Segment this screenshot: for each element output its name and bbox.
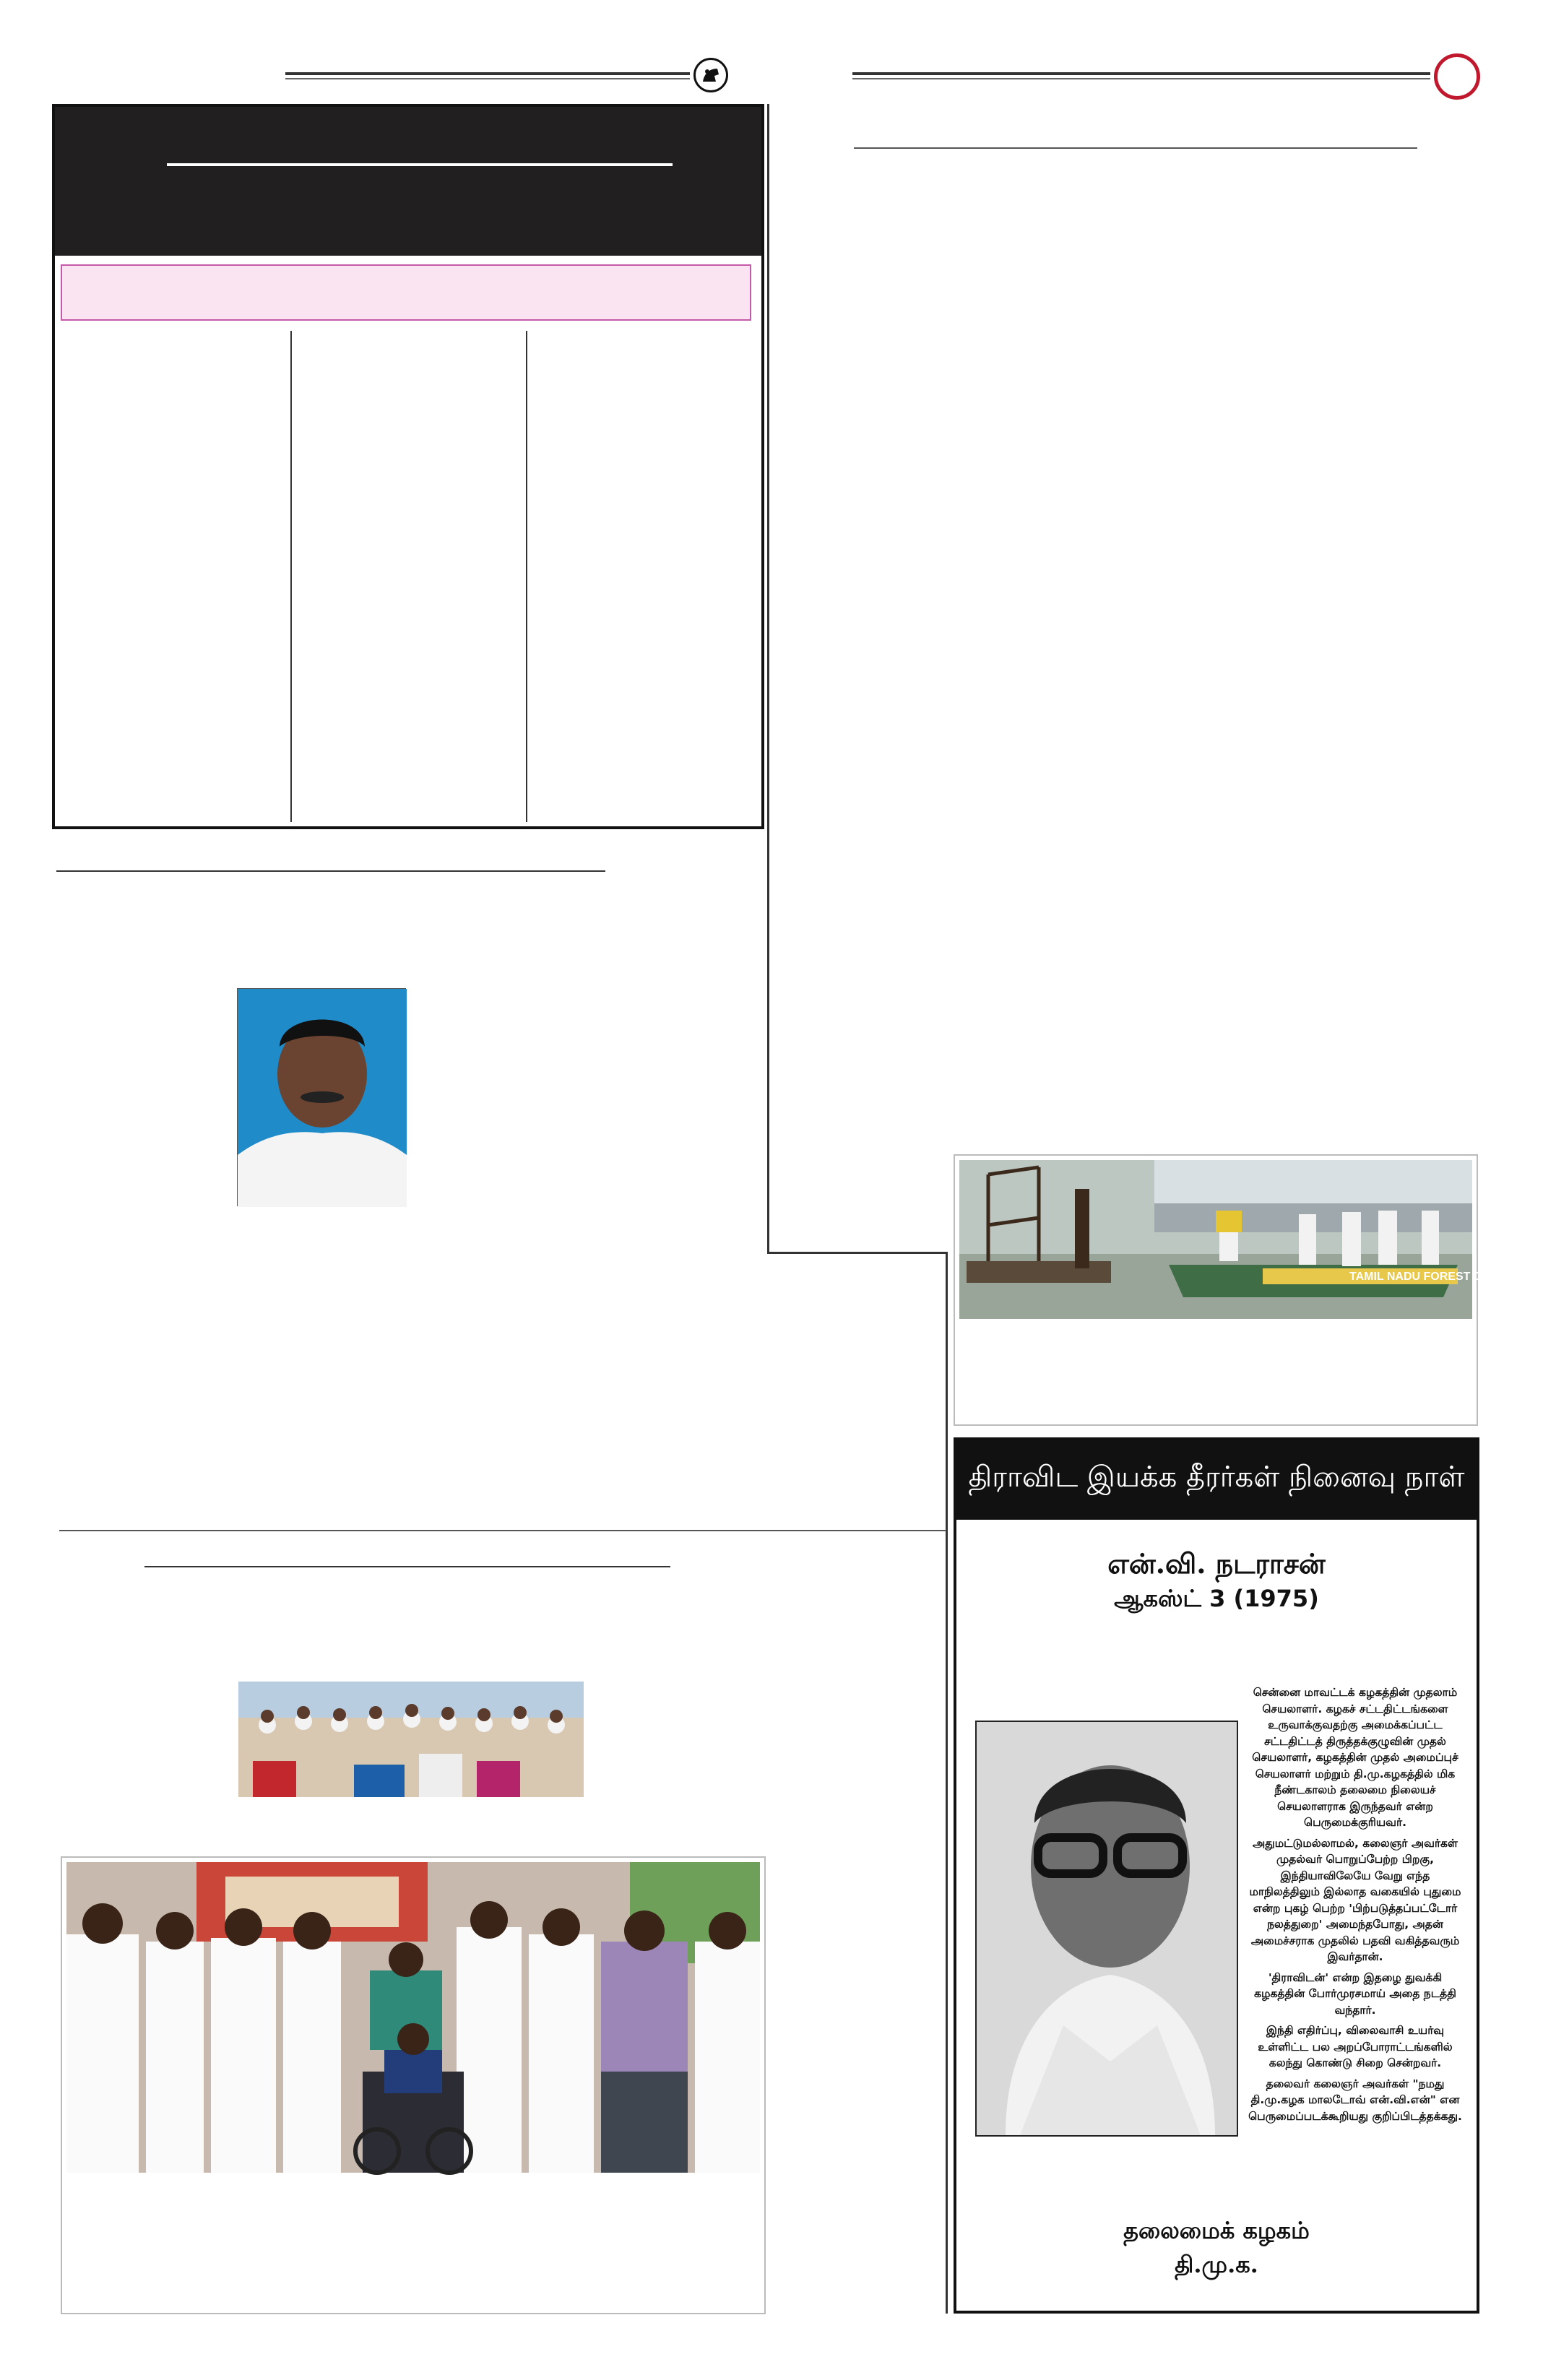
memorial-box bbox=[954, 1437, 1479, 2314]
header-rule-right bbox=[852, 72, 1430, 75]
boat-label: TAMIL NADU FOREST DE bbox=[1349, 1271, 1490, 1283]
column-divider-2 bbox=[526, 331, 527, 822]
header-rule-left-thin bbox=[285, 78, 690, 79]
column-divider-1 bbox=[290, 331, 292, 822]
memorial-footer-org: தலைமைக் கழகம் bbox=[1123, 2217, 1310, 2244]
feature-box-header bbox=[55, 107, 761, 256]
memorial-bio-paragraph: தலைவர் கலைஞர் அவர்கள் "நமது தி.மு.கழக மாலடோவ் என்.வி.என்" என பெருமைப்படக்கூறியது குறிப்பிடத்தக்கது. bbox=[1248, 2077, 1462, 2123]
article2-title-rule bbox=[144, 1566, 670, 1567]
memorial-date: ஆகஸ்ட் 3 (1975) bbox=[1114, 1585, 1319, 1612]
column-separator-step bbox=[767, 1252, 948, 1254]
feature-box-header-rule bbox=[167, 163, 673, 166]
section-separator bbox=[59, 1530, 946, 1531]
memorial-portrait bbox=[975, 1721, 1238, 2137]
right-article-title-rule bbox=[854, 147, 1417, 149]
group-photo bbox=[66, 1862, 760, 2173]
party-logo-icon bbox=[693, 58, 728, 92]
boat-photo bbox=[959, 1160, 1490, 1319]
column-separator-upper bbox=[767, 104, 769, 1254]
feature-box-subheading-band bbox=[61, 264, 751, 321]
memorial-bio-paragraph: அதுமட்டுமல்லாமல், கலைஞர் அவர்கள் முதல்வர் பொறுப்பேற்ற பிறகு, இந்தியாவிலேயே வேறு எந்த மாநிலத்திலும் இல்லாத வகையில் புதுமை என்ற புகழ் பெற்ற 'பிற்படுத்தப்பட்டோர் நலத்துறை' அமைந்தபோது, அதன் அமைச்சராக முதலில் பதவி வகித்தவரும் இவர்தான். bbox=[1249, 1836, 1461, 1963]
header-rule-right-thin bbox=[852, 78, 1430, 79]
memorial-header-band bbox=[956, 1440, 1477, 1520]
feature-box bbox=[52, 104, 764, 829]
header-rule-left bbox=[285, 72, 690, 75]
memorial-bio-paragraph: சென்னை மாவட்டக் கழகத்தின் முதலாம் செயலாளர். கழகச் சட்டதிட்டங்களை உருவாக்குவதற்கு அமைக்கப்பட்ட சட்டதிட்டத் திருத்தக்குழுவின் முதல் செயலாளர், கழகத்தின் முதல் அமைப்புச் செயலாளர் மற்றும் தி.மு.கழகத்தில் மிக நீண்டகாலம் தலைமை நிலையச் செயலாளராக இருந்தவர் என்ற பெருமைக்குரியவர். bbox=[1252, 1686, 1458, 1829]
memorial-bio-paragraph: 'திராவிடன்' என்ற இதழை துவக்கி கழகத்தின் போர்முரசமாய் அதை நடத்தி வந்தார். bbox=[1254, 1970, 1456, 2017]
article1-title-rule bbox=[56, 870, 605, 872]
column-separator-lower bbox=[946, 1252, 948, 2314]
portrait-photo bbox=[237, 988, 406, 1206]
memorial-footer-party: தி.மு.க. bbox=[1175, 2251, 1258, 2278]
memorial-bio-paragraph: இந்தி எதிர்ப்பு, விலைவாசி உயர்வு உள்ளிட்ட பல அறப்போராட்டங்களில் கலந்து கொண்டு சிறை சென்றவர். bbox=[1258, 2024, 1453, 2069]
event-photo-small bbox=[238, 1682, 584, 1797]
memorial-heading: திராவிட இயக்க தீரர்கள் நினைவு நாள் bbox=[968, 1461, 1465, 1494]
memorial-bio bbox=[1247, 1684, 1464, 2129]
page-number-circle-icon bbox=[1434, 53, 1480, 100]
memorial-name: என்.வி. நடராசன் bbox=[1107, 1547, 1326, 1580]
